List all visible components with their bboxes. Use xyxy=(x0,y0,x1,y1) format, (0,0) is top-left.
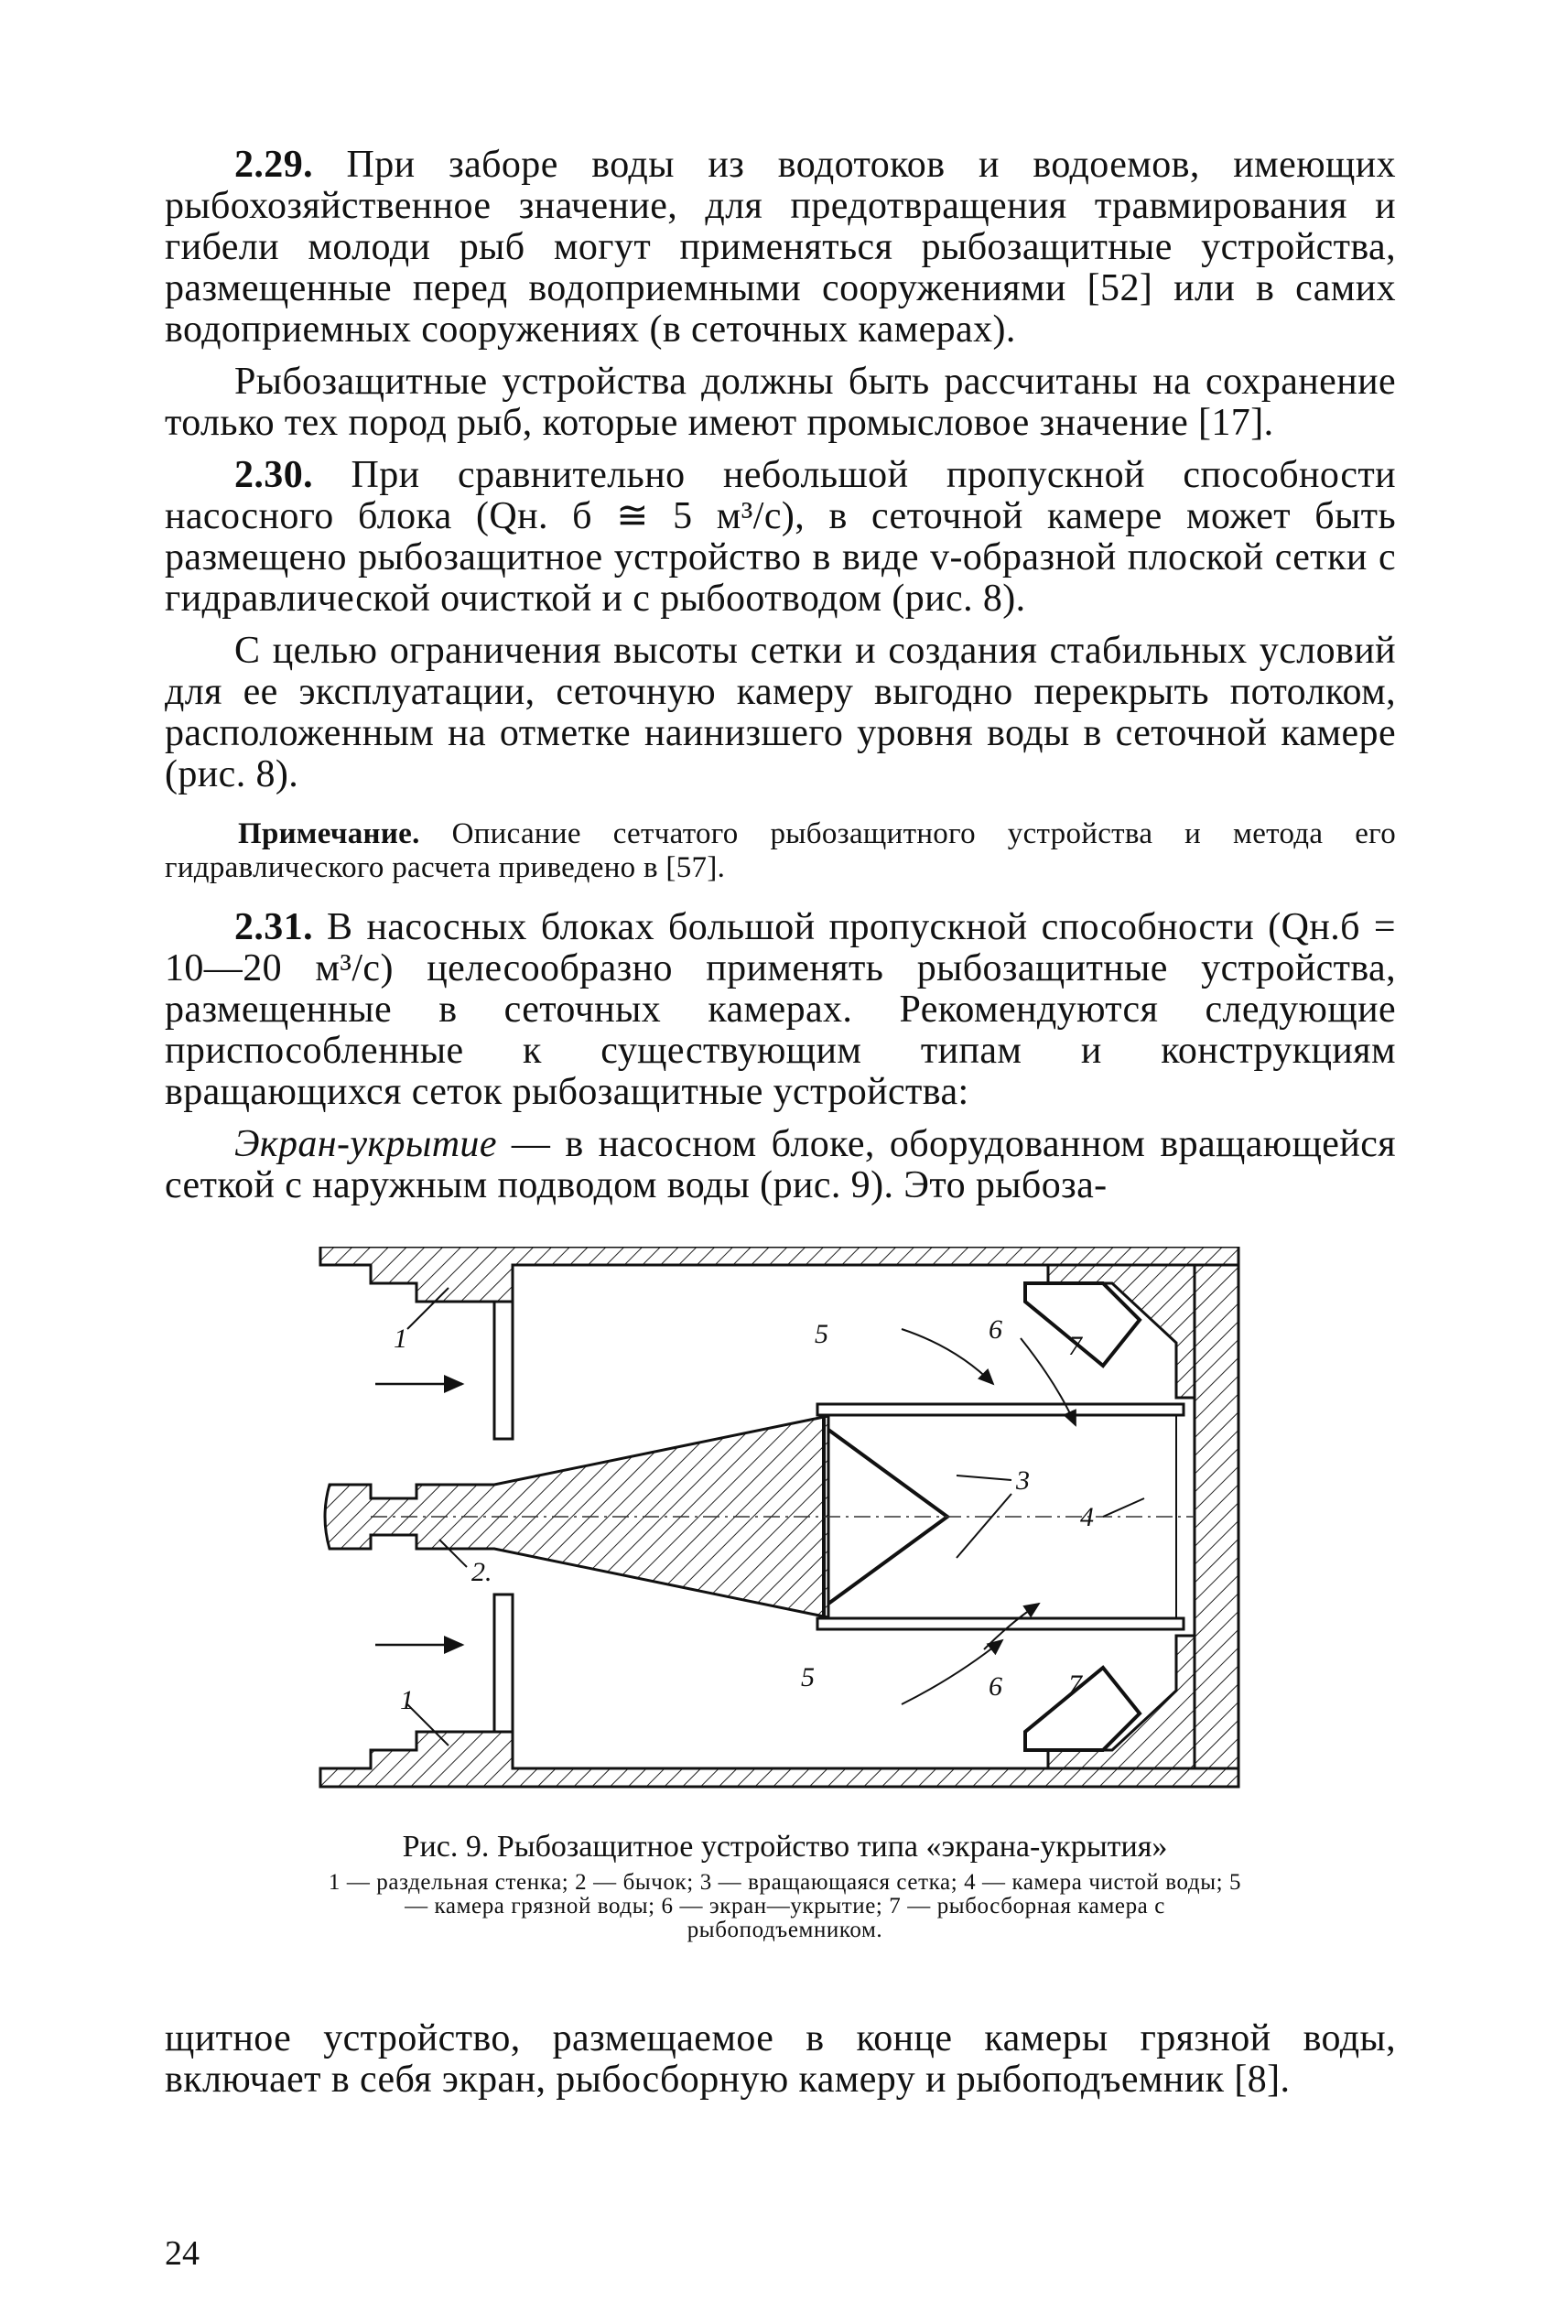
label-1-top: 1 xyxy=(394,1324,407,1354)
label-6-bottom: 6 xyxy=(989,1671,1002,1702)
paragraph-2-30: 2.30. При сравнительно небольшой пропускной способности насосного блока (Qн. б ≅ 5 м³/с), в сеточной камере может быть размещено рыбозащитное устройство в виде v-образной плоской сетки с гидравлической очисткой и с рыбоотводом (рис. 8). xyxy=(165,454,1396,620)
section-number: 2.29. xyxy=(234,144,313,186)
figure-caption xyxy=(320,1829,1249,1942)
label-7-top: 7 xyxy=(1068,1331,1082,1361)
paragraph-2-31: 2.31. В насосных блоках большой пропускной способности (Qн.б = 10—20 м³/с) целесообразно применять рыбозащитные устройства, размещенные в сеточных камерах. Рекомендуются следующие приспособленные к существующим типам и конструкциям вращающихся сеток рыбозащитные устройства: xyxy=(165,906,1396,1113)
label-1-bottom: 1 xyxy=(400,1685,414,1715)
label-5-top: 5 xyxy=(815,1319,828,1349)
label-5-bottom: 5 xyxy=(801,1662,815,1692)
paragraph-continuation: щитное устройство, размещаемое в конце камеры грязной воды, включает в себя экран, рыбосборную камеру и рыбоподъемник [8]. xyxy=(165,2017,1396,2101)
figure-9-diagram xyxy=(316,1247,1254,1805)
caption-title: Рис. 9. Рыбозащитное устройство типа «экрана-укрытия» xyxy=(402,1830,1168,1864)
note-label: Примечание. xyxy=(238,817,420,850)
paragraph-ceiling: С целью ограничения высоты сетки и создания стабильных условий для ее эксплуатации, сеточную камеру выгодно перекрыть потолком, расположенным на отметке наинизшего уровня воды в сеточной камере (рис. 8). xyxy=(165,630,1396,795)
label-7-bottom: 7 xyxy=(1068,1670,1082,1700)
paragraph-screen-cover: Экран-укрытие — в насосном блоке, оборудованном вращающейся сеткой с наружным подводом воды (рис. 9). Это рыбоза- xyxy=(165,1123,1396,1206)
note: Примечание. Описание сетчатого рыбозащитного устройства и метода его гидравлического расчета приведено в [57]. xyxy=(165,817,1396,884)
page-number: 24 xyxy=(165,2234,200,2273)
section-number: 2.30. xyxy=(234,454,313,496)
term-italic: Экран-укрытие xyxy=(234,1123,497,1165)
caption-legend: 1 — раздельная стенка; 2 — бычок; 3 — вращающаяся сетка; 4 — камера чистой воды; 5 — камера грязной воды; 6 — экран—укрытие; 7 — рыбосборная камера с рыбоподъемником. xyxy=(328,1870,1242,1942)
label-6-top: 6 xyxy=(989,1314,1002,1345)
main-text xyxy=(165,145,1396,1206)
label-2: 2. xyxy=(471,1557,492,1587)
screen-cover-top xyxy=(1025,1283,1140,1366)
section-number: 2.31. xyxy=(234,906,313,948)
rotating-screen-top xyxy=(817,1404,1184,1415)
right-wall xyxy=(1195,1265,1238,1768)
screen-cover-bottom xyxy=(1025,1668,1140,1750)
label-4: 4 xyxy=(1080,1502,1094,1532)
rotating-screen-bottom xyxy=(817,1618,1184,1629)
paragraph-fish-protection: Рыбозащитные устройства должны быть рассчитаны на сохранение только тех пород рыб, которые имеют промысловое значение [17]. xyxy=(165,361,1396,444)
text-after-figure xyxy=(165,2018,1396,2101)
dividing-wall-top xyxy=(494,1302,513,1439)
dividing-wall-bottom xyxy=(494,1594,513,1732)
label-3: 3 xyxy=(1016,1465,1030,1496)
paragraph-2-29: 2.29. При заборе воды из водотоков и водоемов, имеющих рыбохозяйственное значение, для предотвращения травмирования и гибели молоди рыб могут применяться рыбозащитные устройства, размещенные перед водоприемными сооружениями [52] или в самих водоприемных сооружениях (в сеточных камерах). xyxy=(165,144,1396,351)
